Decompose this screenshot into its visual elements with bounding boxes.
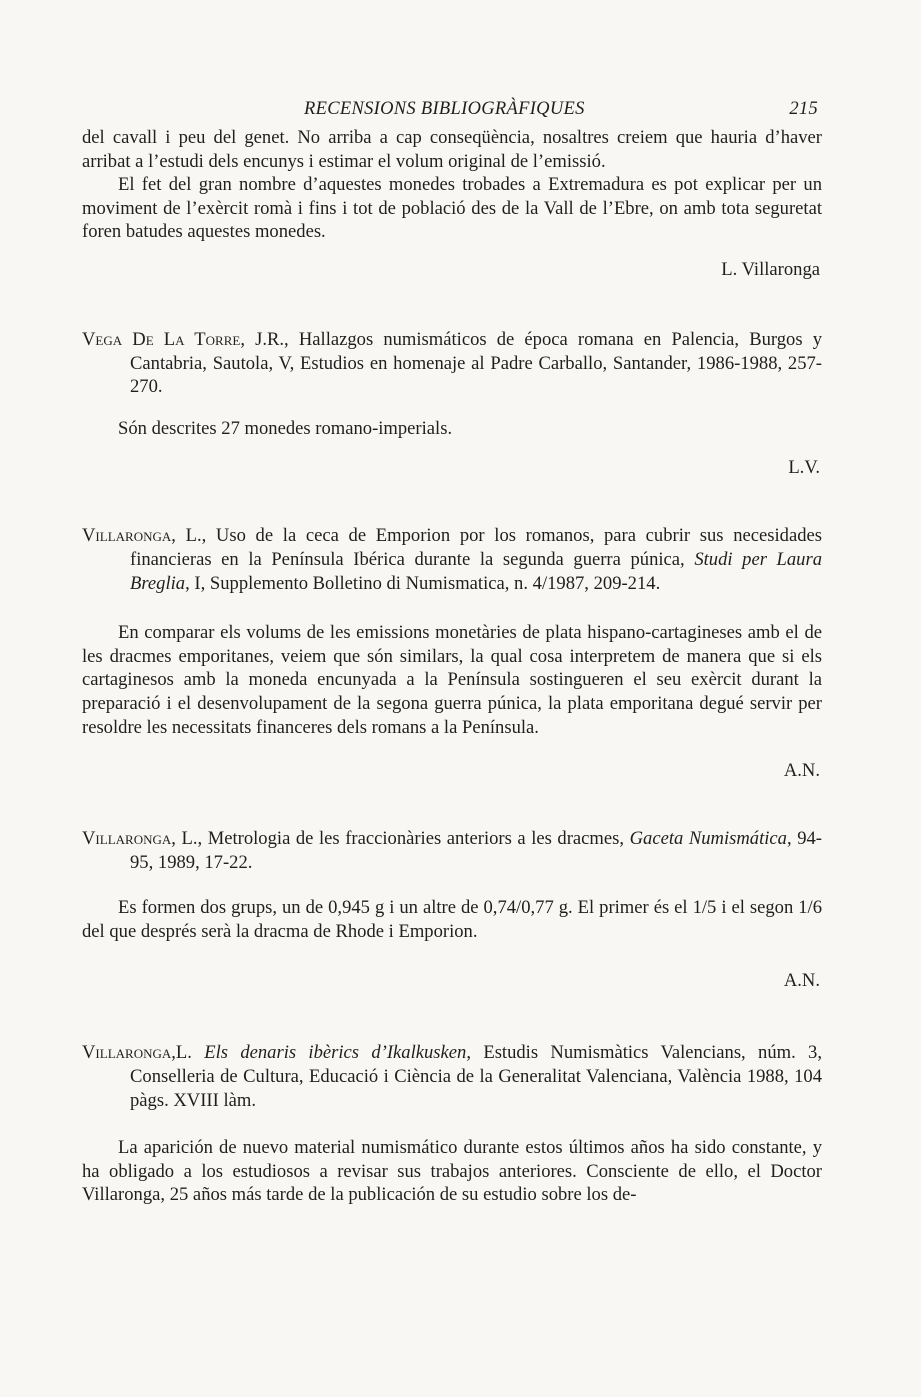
entry-1-citation <box>82 328 822 399</box>
running-head-title: RECENSIONS BIBLIOGRÀFIQUES <box>304 99 585 119</box>
entry-1-title: Hallazgos numismáticos de época romana en Palencia, Burgos y Cantabria, Sautola, V, Estudios en homenaje al Padre Carballo, Santander, 1986-1988, 257-270. <box>130 328 823 398</box>
entry-3 <box>82 827 822 993</box>
entry-3-author: Villaronga <box>82 828 172 850</box>
running-head <box>82 92 822 126</box>
intro-paragraph-1: del cavall i peu del genet. No arriba a cap conseqüència, nosaltres creiem que hauria d’haver arribat a l’estudi dels encunys i estimar el volum original de l’emissió. <box>82 127 822 172</box>
entry-2-signature: A.N. <box>783 760 820 782</box>
entry-4-review: La aparición de nuevo material numismático durante estos últimos años ha sido constante, y ha obligado a los estudiosos a revisar sus trabajos anteriores. Consciente de ello, el Doctor Villaronga, 25 años más tarde de la publicación de su estudio sobre los de- <box>82 1137 822 1206</box>
entry-2-title-italic: Studi per Laura Breglia <box>130 548 823 594</box>
entry-4-title-italic: Els denaris ibèrics d’Ikalkusken <box>204 1042 467 1064</box>
intro-signature: L. Villaronga <box>721 258 820 280</box>
entry-3-rest: , 94-95, 1989, 17-22. <box>130 828 822 873</box>
entry-2 <box>82 524 822 783</box>
entry-4-citation <box>82 1041 822 1112</box>
entry-3-title: Metrologia de les fraccionàries anteriors a les dracmes, <box>207 828 630 850</box>
entry-1-author-rest: , J.R., <box>240 328 299 350</box>
entry-2-rest: , I, Supplemento Bolletino di Numismatica, n. 4/1987, 209-214. <box>185 572 661 594</box>
intro-paragraph-2: El fet del gran nombre d’aquestes monedes trobades a Extremadura es pot explicar per un moviment de l’exèrcit romà i fins i tot de població des de la Vall de l’Ebre, on amb tota seguretat foren batudes aquestes monedes. <box>82 174 822 243</box>
entry-3-citation <box>82 827 822 874</box>
entry-2-author: Villaronga <box>82 525 172 547</box>
entry-2-review: En comparar els volums de les emissions monetàries de plata hispano-cartagineses amb el de les dracmes emporitanes, veiem que són similars, la qual cosa interpretem de manera que si els cartaginesos amb la moneda encunyada a la Península sostingueren el seu exèrcit durant la preparació i el desenvolupament de la segona guerra púnica, la plata emporitana degué servir per resoldre les necessitats financeres dels romans a la Península. <box>82 622 822 738</box>
entry-3-author-rest: , L., <box>171 828 208 850</box>
entry-3-review: Es formen dos grups, un de 0,945 g i un altre de 0,74/0,77 g. El primer és el 1/5 i el segon 1/6 del que després serà la dracma de Rhode i Emporion. <box>82 897 822 942</box>
page-number: 215 <box>789 99 818 119</box>
entry-4 <box>82 1041 822 1207</box>
entry-4-rest: , Estudis Numismàtics Valencians, núm. 3, Conselleria de Cultura, Educació i Ciència de la Generalitat Valenciana, València 1988, 104 pàgs. XVIII làm. <box>130 1042 823 1111</box>
entry-2-citation <box>82 524 822 595</box>
entry-1-review: Són descrites 27 monedes romano-imperials. <box>118 417 453 439</box>
entry-2-title: Uso de la ceca de Emporion por los romanos, para cubrir sus necesidades financieras en la Península Ibérica durante la segunda guerra púnica, <box>130 525 822 570</box>
entry-3-title-italic: Gaceta Numismática <box>629 828 787 850</box>
entry-1-signature: L.V. <box>788 457 820 479</box>
page <box>82 92 822 1207</box>
entry-2-author-rest: , L., <box>171 525 216 547</box>
entry-1-author: Vega De La Torre <box>82 328 241 350</box>
entry-4-author-rest: ,L. <box>171 1042 205 1064</box>
entry-3-signature: A.N. <box>783 970 820 992</box>
entry-1 <box>82 328 822 480</box>
entry-4-author: Villaronga <box>82 1042 172 1064</box>
